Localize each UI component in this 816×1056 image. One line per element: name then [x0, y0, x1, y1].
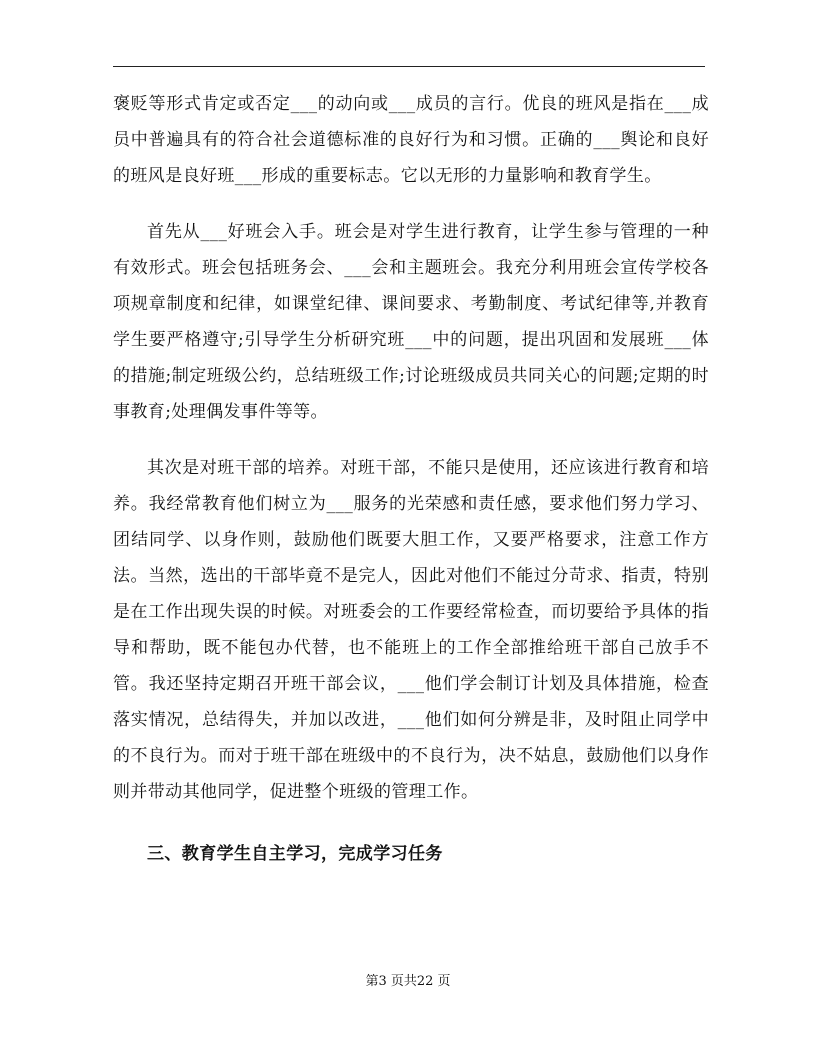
section-heading: 三、教育学生自主学习，完成学习任务 [147, 844, 443, 864]
paragraph-gap [113, 810, 709, 836]
paragraph-class-meeting: 首先从___好班会入手。班会是对学生进行教育，让学生参与管理的一种有效形式。班会包括班务会、___会和主题班会。我充分利用班会宣传学校各项规章制度和纪律，如课堂纪律、课间要求、考勤制度、考试纪律等,并教育学生要严格遵守;引导学生分析研究班___中的问题，提出巩固和发展班___体的措施;制定班级公约，总结班级工作;讨论班级成员共同关心的问题;定期的时事教育;处理偶发事件等等。 [113, 222, 709, 422]
paragraph-class-atmosphere: 褒贬等形式肯定或否定___的动向或___成员的言行。优良的班风是指在___成员中普遍具有的符合社会道德标准的良好行为和习惯。正确的___舆论和良好的班风是良好班___形成的重要标志。它以无形的力量影响和教育学生。 [113, 94, 709, 186]
page-footer: 第3 页共22 页 [365, 974, 451, 989]
header-rule [113, 66, 705, 67]
paragraph-class-cadres: 其次是对班干部的培养。对班干部，不能只是使用，还应该进行教育和培养。我经常教育他们树立为___服务的光荣感和责任感，要求他们努力学习、团结同学、以身作则，鼓励他们既要大胆工作，又要严格要求，注意工作方法。当然，选出的干部毕竟不是完人，因此对他们不能过分苛求、指责，特别是在工作出现失误的时候。对班委会的工作要经常检查，而切要给予具体的指导和帮助，既不能包办代替，也不能班上的工作全部推给班干部自己放手不管。我还坚持定期召开班干部会议，___他们学会制订计划及具体措施，检查落实情况，总结得失，并加以改进，___他们如何分辨是非，及时阻止同学中的不良行为。而对于班干部在班级中的不良行为，决不姑息，鼓励他们以身作则并带动其他同学，促进整个班级的管理工作。 [113, 458, 709, 802]
paragraph-gap [113, 194, 709, 214]
paragraph-gap [113, 430, 709, 450]
document-body [113, 86, 709, 872]
